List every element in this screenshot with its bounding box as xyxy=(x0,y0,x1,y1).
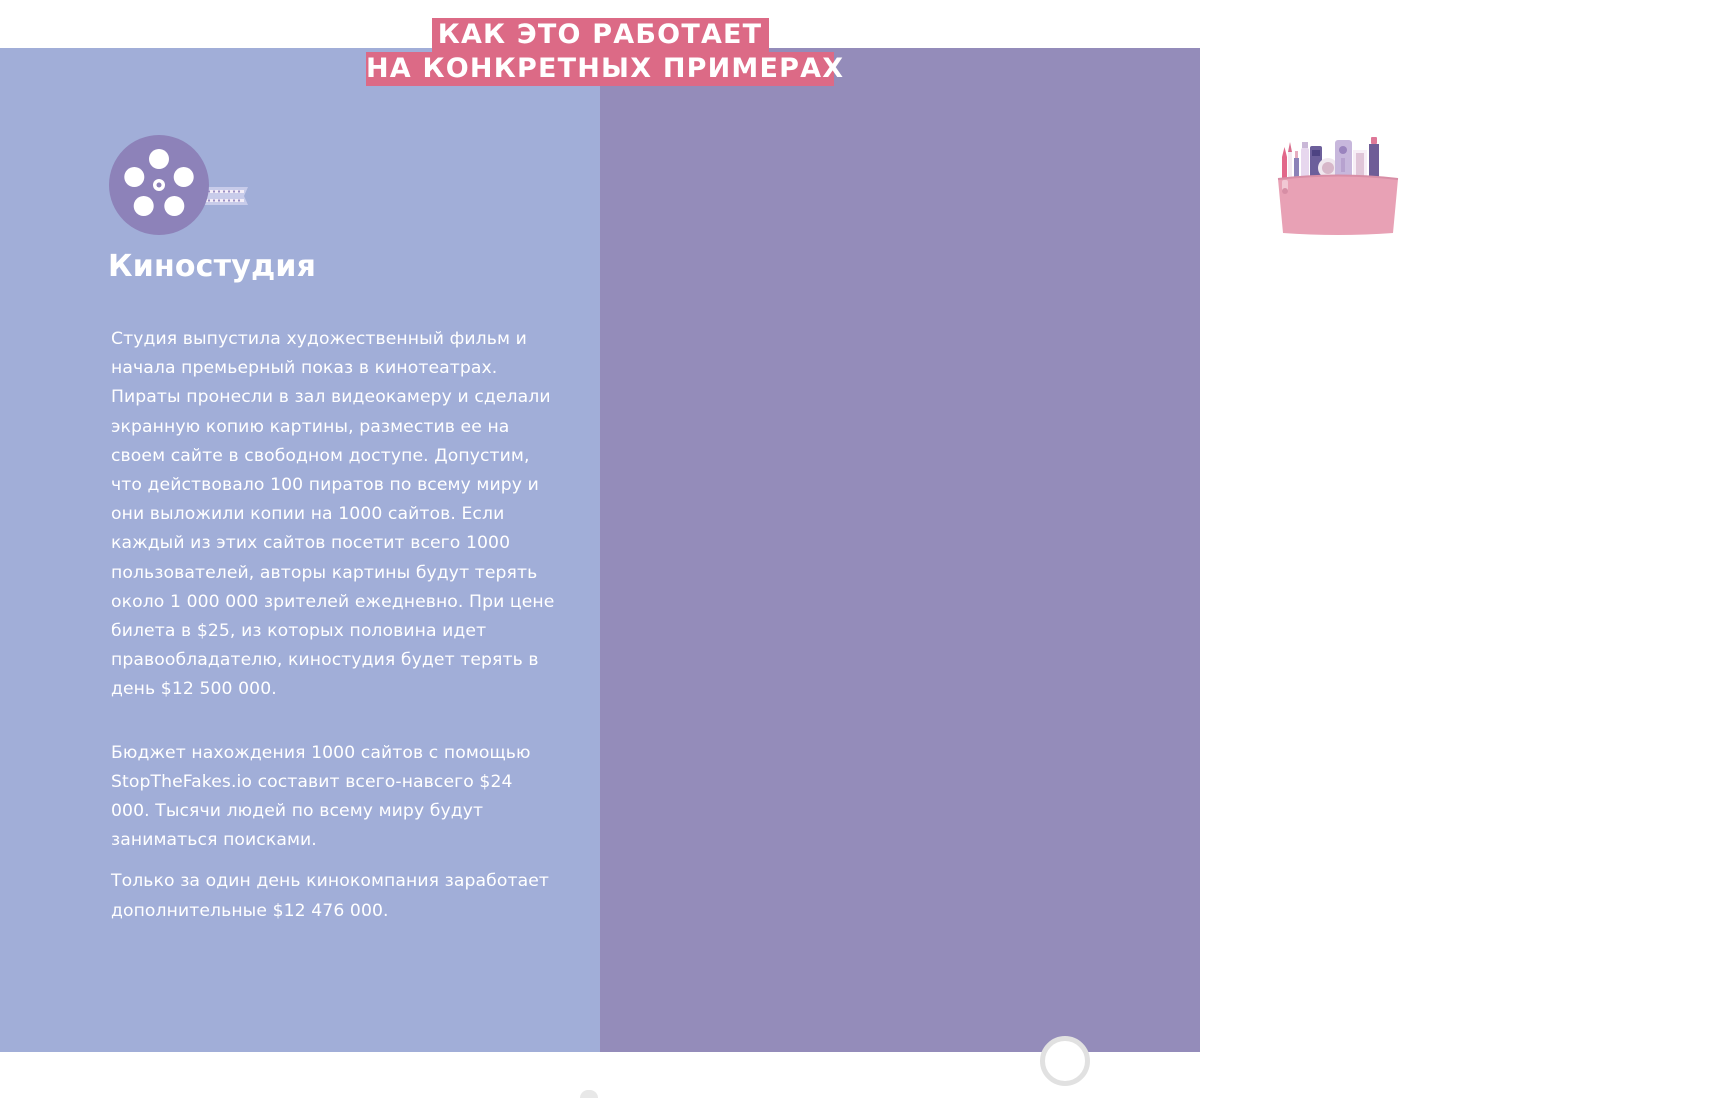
film-reel-icon xyxy=(108,128,250,228)
cosmetics-title-line2: косметики xyxy=(1276,283,1462,318)
section-heading xyxy=(366,18,845,86)
studio-paragraph: Студия выпустила художественный фильм и начала премьерный показ в кинотеатрах. Пираты пронесли в зал видеокамеру и сделали экранную копию картины, разместив ее на своем сайте в свободном доступе. Допустим, что действовало 100 пиратов по всему миру и они выложили копии на 1000 сайтов. Если каждый из этих сайтов посетит всего 1000 пользователей, авторы картины будут терять около 1 000 000 зрителей ежедневно. При цене билета в $25, из которых половина идет правообладателю, киностудия будет терять в день $12 500 000. xyxy=(111,329,555,700)
examples-section xyxy=(0,48,1719,1052)
cosmetics-title xyxy=(1276,250,1736,318)
cosmetics-paragraph: Допустим, что производитель рассчитывал на объем продаж в $1 500 000. Преступники предлагают товар под тем же брендом, но более низкого качества за полцены. Прогнозируемые потери составляют до половины суммы. xyxy=(1278,662,1707,829)
studio-panel xyxy=(0,48,600,1052)
cosmetics-description xyxy=(1278,325,1728,962)
scroll-indicator-button[interactable] xyxy=(1040,1036,1090,1086)
studio-title: Киностудия xyxy=(108,249,317,284)
cosmetics-paragraph: А стоимость выявления 50 торговых точек, продающих контрафакт, в сервисе StopTheFakes.io составит не более $2450. Дополнительная прибыль компании - $747 550. xyxy=(1278,849,1719,958)
section-heading-line1: КАК ЭТО РАБОТАЕТ xyxy=(432,18,769,52)
cosmetics-paragraph: Компания производит широкий ассортимент косметических средств под собственным брендом. Продукция выводится на рынок европейской страны. Бюджет рекламной кампании - $500 000. Расходуются средства на открытие официального представительства и формирования дилерской сети. Начинаются продажи и тут обнаруживается, что раскрученный бренд активно подделывается и продается в небольших магазинах по низким ценам. xyxy=(1278,329,1717,642)
film-reel-svg xyxy=(108,128,250,228)
studio-paragraph: Только за один день кинокомпания заработает дополнительные $12 476 000. xyxy=(111,871,549,921)
section-heading-line2: НА КОНКРЕТНЫХ ПРИМЕРАХ xyxy=(366,53,845,84)
studio-paragraph: Бюджет нахождения 1000 сайтов с помощью StopTheFakes.io составит всего-навсего $24 000. Тысячи людей по всему миру будут заниматься поисками. xyxy=(111,742,531,851)
studio-description xyxy=(111,325,556,926)
cosmetics-title-line1: Производитель xyxy=(1276,249,1548,284)
cosmetics-panel xyxy=(600,48,1719,1052)
bottom-indicator xyxy=(580,1090,598,1098)
cosmetics-bag-icon xyxy=(1276,134,1400,234)
cosmetics-bag-svg xyxy=(1276,134,1400,234)
